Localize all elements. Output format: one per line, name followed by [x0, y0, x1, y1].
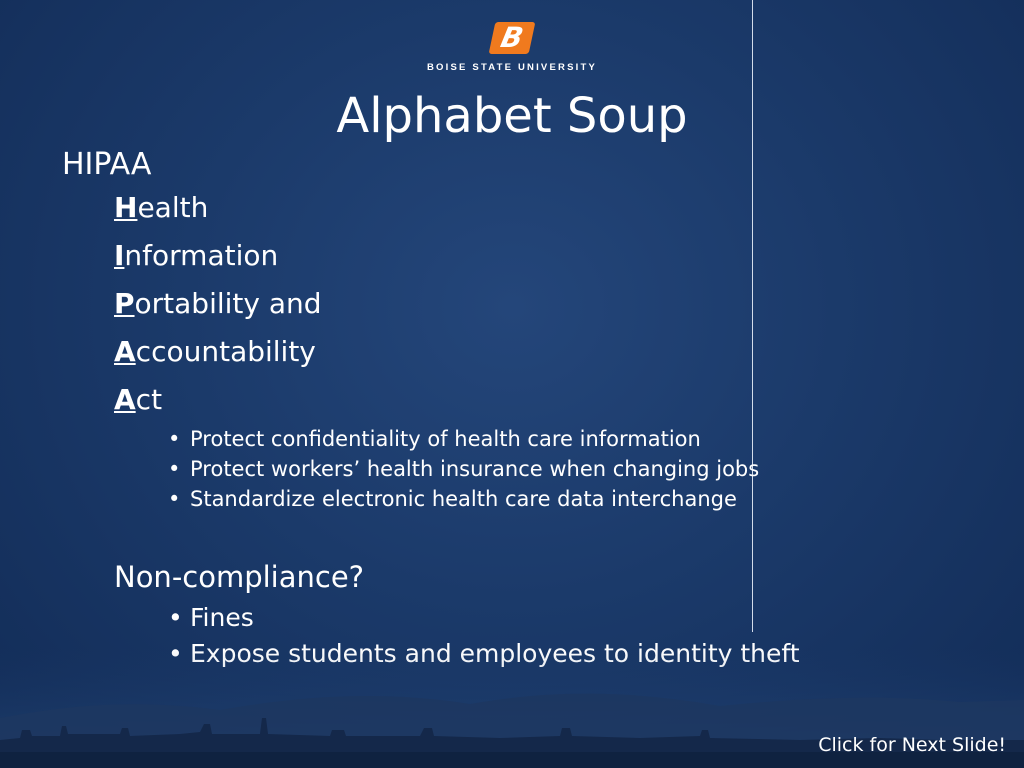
next-slide-link[interactable]: Click for Next Slide!: [818, 734, 1006, 756]
acronym-word-rest: ortability and: [134, 287, 322, 320]
acronym-word-rest: ealth: [137, 191, 209, 224]
bullet-item: • Fines: [166, 600, 962, 636]
acronym-letter: H: [114, 191, 138, 224]
acronym-letter: A: [114, 335, 136, 368]
bullet-item: • Protect workers’ health insurance when changing jobs: [166, 454, 962, 484]
acronym-heading: HIPAA: [62, 147, 152, 182]
acronym-word-rest: ct: [135, 383, 163, 416]
bronco-b-logo-mark: B: [489, 22, 536, 54]
acronym-line: [114, 184, 962, 232]
acronym-letter: A: [114, 383, 136, 416]
acronym-line: [114, 376, 962, 424]
bullet-item: • Protect confidentiality of health care information: [166, 424, 962, 454]
slide-body: [62, 146, 962, 672]
acronym-line: [114, 232, 962, 280]
acronym-letter: P: [114, 287, 135, 320]
noncompliance-heading: Non-compliance?: [114, 560, 365, 594]
acronym-line: [114, 328, 962, 376]
university-name: BOISE STATE UNIVERSITY: [427, 62, 597, 73]
slide-title: Alphabet Soup: [336, 88, 688, 144]
bullet-item: • Standardize electronic health care data interchange: [166, 484, 962, 514]
acronym-letter: I: [114, 239, 125, 272]
university-logo: [410, 22, 614, 73]
acronym-word-rest: ccountability: [135, 335, 316, 368]
acronym-line: [114, 280, 962, 328]
purpose-list: [166, 424, 962, 514]
acronym-word-rest: nformation: [124, 239, 279, 272]
